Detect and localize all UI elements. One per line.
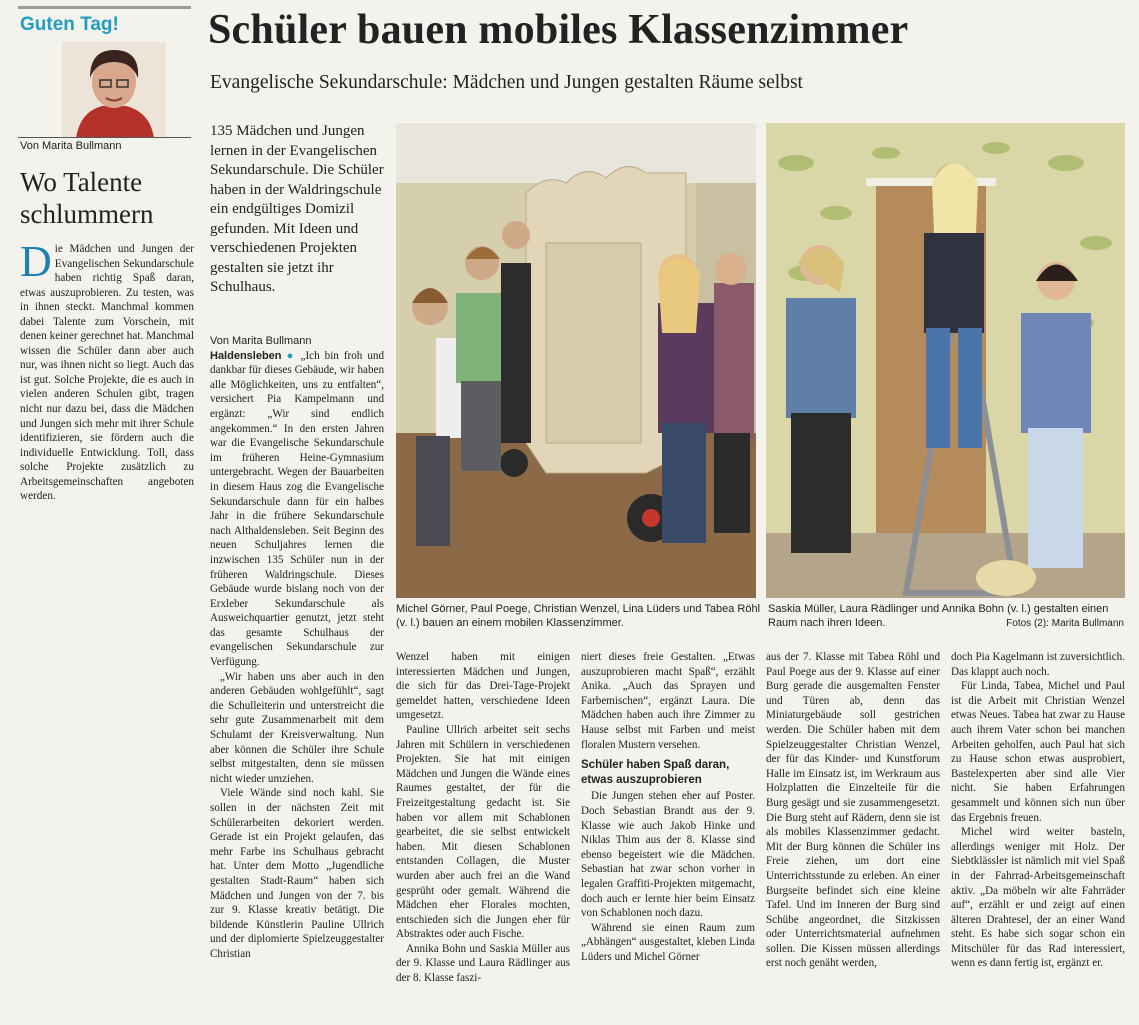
paragraph: Annika Bohn und Saskia Müller aus der 9. Klasse und Laura Rädlinger aus der 8. Klasse faszi- [396,942,570,985]
sidebar-paragraph: ie Mädchen und Jungen der Evangelischen Sekundarschule haben richtig Spaß daran, etwas auszuprobieren. Zu testen, was in ihnen steckt. Manchmal kommen dabei Talente zum Vorschein, mit denen keiner gerechnet hat. Manchmal wissen die Schüler dann aber auch nur, was ihnen nicht so liegt. Auch das ist gut. Solche Projekte, die es auch in vielen anderen Schulen gibt, tragen nicht nur dazu bei, dass die Mädchen und Jungen sich mehr mit ihrer Schule identifizieren, sie fördern auch die individuelle Entwicklung. Toll, dass solche Projekte zusätzlich zu Arbeitsgemeinschaften angeboten werden. [20,243,194,503]
headline: Schüler bauen mobiles Klassenzimmer [208,7,909,53]
photo-girls-room [766,123,1125,598]
photo-caption-1: Michel Görner, Paul Poege, Christian Wenzel, Lina Lüders und Tabea Röhl (v. l.) bauen an einem mobilen Klassenzimmer. [396,603,761,629]
paragraph: Wenzel haben mit einigen interessierten Mädchen und Jungen, die sich für das Drei-Tage-Projekt gemeldet hatten, verschiedene Ideen umgesetzt. [396,651,570,722]
greeting-label: Guten Tag! [20,14,119,35]
top-rule [18,6,191,9]
text-column-1 [210,334,384,962]
photo-credit: Fotos (2): Marita Bullmann [1006,618,1124,629]
drop-cap: D [20,237,52,286]
article-byline: Von Marita Bullmann [210,335,312,347]
paragraph: aus der 7. Klasse mit Tabea Röhl und Paul Poege aus der 9. Klasse auf einer Burg gerade die ausgemalten Fenster und Türen ab, denn das Miniaturgebäude soll gestrichen werden. Die Schüler haben mit dem Spielzeuggestalter Christian Wenzel, der für das Kinder- und Kunstforum Halle im Einsatz ist, im Werkraum aus Holzplatten die Einzelteile für die Burg gesägt und sie zusammengesetzt. Die Burg steht auf Rädern, denn sie ist als mobiles Klassenzimmer gedacht. Mit der Burg können die Schüler ins Freie ziehen, um dort eine Unterrichtsstunde zu erleben. An einer Burgseite befindet sich eine kleine Tafel. Und im Inneren der Burg sind Schübe angeordnet, die Sitzkissen oder Unterrichtsmaterial aufnehmen sollen. Die Kissen müssen allerdings erst noch genäht werden, [766,651,940,970]
dateline-place: Haldensleben [210,349,282,362]
paragraph: doch Pia Kagelmann ist zuversichtlich. Das klappt auch noch. [951,651,1125,678]
sidebar-text [20,237,194,504]
paragraph: Michel wird weiter basteln, allerdings weniger mit Holz. Der Siebtklässler ist nämlich mit viel Spaß in der Fahrrad-Arbeitsgemeinschaft aktiv. „Da möbeln wir alte Fahrräder auf“, erzählt er und zeigt auf einen älteren Drahtesel, der an einer Wand steht. Es habe sich sogar schon ein Mitschüler für das Rad interessiert, wenn es dann fertig ist, ergänzt er. [951,826,1125,970]
sidebar-byline: Von Marita Bullmann [20,140,122,152]
paragraph: Die Jungen stehen eher auf Poster. Doch Sebastian Brandt aus der 9. Klasse wie auch Jakob Hinke und Niklas Thim aus der 8. Klasse sind ebenso begeistert wie die Mädchen. Sebastian hat zwar schon vorher in legalen Graffiti-Projekten mitgemacht, doch auch er lernte hier beim Einsatz von Schablonen noch dazu. [581,790,755,920]
photo-caption-2: Saskia Müller, Laura Rädlinger und Annika Bohn (v. l.) gestalten einen Raum nach ihren Ideen. [768,603,1109,629]
sidebar-title: Wo Talente schlummern [20,167,154,229]
paragraph: „Wir haben uns aber auch in den anderen Gebäuden wohlgefühlt“, sagt die Schulleiterin und unterstreicht die sehr gute Zusammenarbeit mit dem Schulamt der Kreisverwaltung. Nun aber können die Schüler ihre Schule selbst mitgestalten, denn sie müssen nicht wieder umziehen. [210,670,384,785]
divider [18,137,191,138]
lead-paragraph: 135 Mädchen und Jungen lernen in der Evangelischen Sekundarschule. Die Schüler haben in der Waldringschule ein endgültiges Domizil gefunden. Mit Ideen und verschiedenen Projekten gestalten sie jetzt ihr Schulhaus. [210,123,384,295]
dateline-dot: ● [286,349,296,362]
text-column-2 [396,650,570,986]
sidebar-column [18,6,194,566]
paragraph: Viele Wände sind noch kahl. Sie sollen in der nächsten Zeit mit Schülerarbeiten dekoriert werden. Gerade ist ein Projekt gelaufen, das mehr Farbe ins Schulhaus gebracht hat. Unter dem Motto „Jugendliche gestalten Stadt-Raum“ haben sich Mädchen und Jungen von der 7. bis zur 9. Klasse kreativ betätigt. Die bildende Künstlerin Pauline Ullrich und der diplomierte Spielzeuggestalter Christian [210,787,384,960]
text-column-5 [951,650,1125,971]
subheadline: Evangelische Sekundarschule: Mädchen und Jungen gestalten Räume selbst [210,72,803,93]
text-column-4 [766,650,940,971]
author-portrait [62,42,166,138]
photo-building-castle [396,123,756,598]
paragraph: niert dieses freie Gestalten. „Etwas auszuprobieren macht Spaß“, erzählt Anika. „Auch das Sprayen und Farbemischen“, ergänzt Laura. Die Mädchen haben auch ihre Zimmer zu Hause selbst mit Farben und meist floralen Mustern versehen. [581,651,755,751]
paragraph: Pauline Ullrich arbeitet seit sechs Jahren mit Schülern in verschiedenen Projekten. Sie hat mit einigen Mädchen und Jungen die Wände eines Raumes gestaltet, der für die Freizeitgestaltung gedacht ist. Sie haben vor allem mit Schablonen gearbeitet, die sie selbst entwickelt haben. Mit diesen Schablonen entstanden Collagen, die Muster wurden aber auch frei an die Wand gesprüht oder gemalt. Während die Mädchen eher Florales mochten, entschieden sich die Jungen eher für Abstraktes oder auch Fische. [396,723,570,941]
text-column-3 [581,650,755,964]
paragraph: Für Linda, Tabea, Michel und Paul ist die Arbeit mit Christian Wenzel etwas Neues. Tabea hat zwar zu Hause auch ihrem Vater schon bei manchen Arbeiten geholfen, auch Paul hat sich zu Hause schon etwas ausprobiert, Bastelexperten aber sind alle Vier nicht. Sie haben Erfahrungen gesammelt und können sich nun über das Ergebnis freuen. [951,680,1125,824]
paragraph: „Ich bin froh und dankbar für dieses Gebäude, wir haben alle Möglichkeiten, uns zu entfalten“, versichert Pia Kampelmann und ergänzt: „Wir sind endlich angekommen.“ In den ersten Jahren war die Evangelische Sekundarschule im früheren Heine-Gymnasium untergebracht. Wegen der Bauarbeiten in diesem Haus zog die Evangelische Sekundarschule dann für ein halbes Jahr in die frühere Sekundarschule nach Althaldensleben. Seit Beginn des neuen Schuljahres lernen die inzwischen 135 Schüler nun in der früheren Waldringschule. Dieses Gebäude wurde bislang noch von der Erxleber Sekundarschule als Ausweichquartier genutzt, jetzt steht das gesamte Schulhaus der evangelischen Sekundarschule zur Verfügung. [210,349,384,669]
paragraph: Während sie einen Raum zum „Abhängen“ ausgestaltet, kleben Linda Lüders und Michel Görner [581,921,755,963]
intertitle: Schüler haben Spaß daran, etwas auszuprobieren [581,759,730,786]
